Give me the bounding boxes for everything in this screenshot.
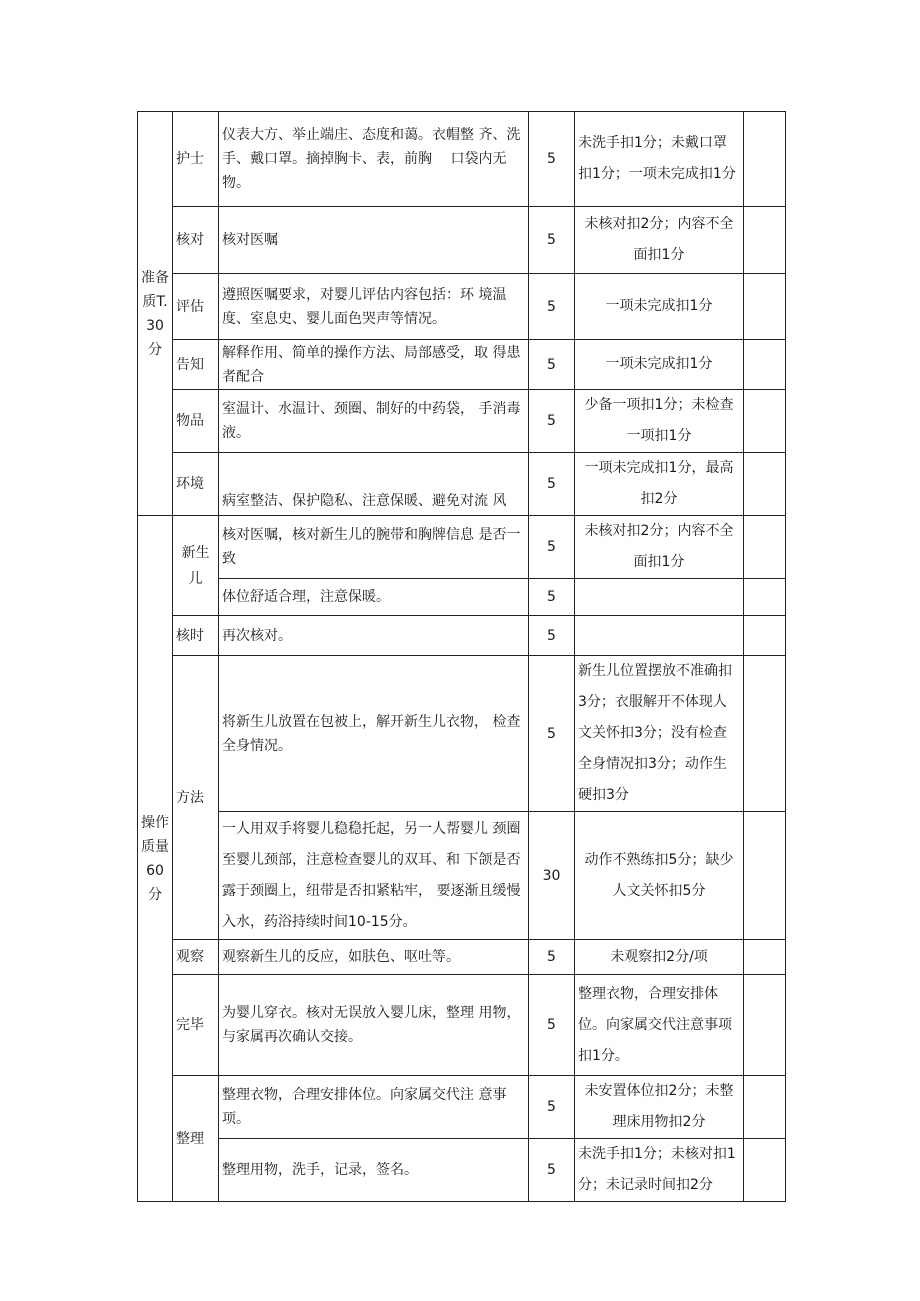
content-cell: 解释作用、简单的操作方法、局部感受，取 得患者配合 bbox=[219, 340, 529, 390]
item-cell: 核时 bbox=[173, 616, 219, 656]
table-row bbox=[138, 1076, 786, 1139]
deduction-cell: 动作不熟练扣5分；缺少人文关怀扣5分 bbox=[575, 812, 744, 940]
table-row bbox=[138, 1139, 786, 1202]
score-cell: 5 bbox=[529, 516, 575, 579]
blank-cell bbox=[744, 207, 786, 274]
content-cell: 遵照医嘱要求，对婴儿评估内容包括：环 境温度、室息史、婴儿面色哭声等情况。 bbox=[219, 274, 529, 340]
score-cell: 5 bbox=[529, 274, 575, 340]
deduction-cell: 一项未完成扣1分，最高扣2分 bbox=[575, 453, 744, 516]
score-cell: 5 bbox=[529, 579, 575, 616]
category-label: 操作质量60分 bbox=[141, 814, 169, 903]
deduction-cell bbox=[575, 616, 744, 656]
score-cell: 5 bbox=[529, 616, 575, 656]
item-cell: 新生儿 bbox=[173, 516, 219, 616]
deduction-cell: 一项未完成扣1分 bbox=[575, 274, 744, 340]
content-cell: 核对医嘱 bbox=[219, 207, 529, 274]
blank-cell bbox=[744, 975, 786, 1076]
score-cell: 5 bbox=[529, 975, 575, 1076]
content-cell: 核对医嘱，核对新生儿的腕带和胸牌信息 是否一致 bbox=[219, 516, 529, 579]
item-cell: 方法 bbox=[173, 656, 219, 940]
item-cell: 核对 bbox=[173, 207, 219, 274]
deduction-cell: 少备一项扣1分；未检查一项扣1分 bbox=[575, 390, 744, 453]
table-row bbox=[138, 207, 786, 274]
deduction-cell: 新生儿位置摆放不准确扣3分；衣服解开不体现人文关怀扣3分；没有检查全身情况扣3分；动作生硬扣3分 bbox=[575, 656, 744, 812]
content-cell: 观察新生儿的反应，如肤色、呕吐等。 bbox=[219, 940, 529, 975]
table-row bbox=[138, 112, 786, 207]
table-row bbox=[138, 274, 786, 340]
score-cell: 5 bbox=[529, 1076, 575, 1139]
scoring-table bbox=[137, 111, 786, 1202]
item-cell: 物品 bbox=[173, 390, 219, 453]
content-cell: 再次核对。 bbox=[219, 616, 529, 656]
blank-cell bbox=[744, 1076, 786, 1139]
table-row bbox=[138, 516, 786, 579]
score-cell: 5 bbox=[529, 207, 575, 274]
score-cell: 5 bbox=[529, 390, 575, 453]
blank-cell bbox=[744, 616, 786, 656]
blank-cell bbox=[744, 812, 786, 940]
blank-cell bbox=[744, 453, 786, 516]
table-row bbox=[138, 940, 786, 975]
score-cell: 30 bbox=[529, 812, 575, 940]
table-row bbox=[138, 340, 786, 390]
score-cell: 5 bbox=[529, 1139, 575, 1202]
deduction-cell: 未安置体位扣2分；未整理床用物扣2分 bbox=[575, 1076, 744, 1139]
content-cell: 室温计、水温计、颈圈、制好的中药袋， 手消毒液。 bbox=[219, 390, 529, 453]
blank-cell bbox=[744, 516, 786, 579]
blank-cell bbox=[744, 340, 786, 390]
category-cell bbox=[138, 112, 173, 516]
content-cell: 整理用物，洗手，记录，签名。 bbox=[219, 1139, 529, 1202]
blank-cell bbox=[744, 390, 786, 453]
deduction-cell bbox=[575, 579, 744, 616]
category-label: 准备质T.30分 bbox=[141, 269, 169, 358]
item-cell: 环境 bbox=[173, 453, 219, 516]
item-cell: 告知 bbox=[173, 340, 219, 390]
content-cell: 病室整洁、保护隐私、注意保暖、避免对流 风 bbox=[219, 453, 529, 516]
content-cell: 体位舒适合理，注意保暖。 bbox=[219, 579, 529, 616]
content-cell: 一人用双手将婴儿稳稳托起，另一人帮婴儿 颈圈至婴儿颈部，注意检查婴儿的双耳、和 下颌是否露于颈圈上，纽带是否扣紧粘牢， 要逐渐且缓慢入水，药浴持续时间10-15分。 bbox=[219, 812, 529, 940]
table-row bbox=[138, 656, 786, 812]
score-cell: 5 bbox=[529, 340, 575, 390]
blank-cell bbox=[744, 1139, 786, 1202]
deduction-cell: 未洗手扣1分；未戴口罩扣1分；一项未完成扣1分 bbox=[575, 112, 744, 207]
content-cell: 将新生儿放置在包被上，解开新生儿衣物， 检查全身情况。 bbox=[219, 656, 529, 812]
deduction-cell: 未洗手扣1分；未核对扣1分；未记录时间扣2分 bbox=[575, 1139, 744, 1202]
item-cell: 评估 bbox=[173, 274, 219, 340]
table-row bbox=[138, 975, 786, 1076]
table-row bbox=[138, 390, 786, 453]
category-cell bbox=[138, 516, 173, 1202]
deduction-cell: 一项未完成扣1分 bbox=[575, 340, 744, 390]
score-cell: 5 bbox=[529, 940, 575, 975]
item-cell: 整理 bbox=[173, 1076, 219, 1202]
item-cell: 观察 bbox=[173, 940, 219, 975]
table-row bbox=[138, 453, 786, 516]
deduction-cell: 未核对扣2分；内容不全面扣1分 bbox=[575, 516, 744, 579]
score-cell: 5 bbox=[529, 112, 575, 207]
table-row bbox=[138, 812, 786, 940]
item-cell: 完毕 bbox=[173, 975, 219, 1076]
deduction-cell: 未核对扣2分；内容不全面扣1分 bbox=[575, 207, 744, 274]
blank-cell bbox=[744, 112, 786, 207]
blank-cell bbox=[744, 656, 786, 812]
blank-cell bbox=[744, 579, 786, 616]
blank-cell bbox=[744, 274, 786, 340]
score-cell: 5 bbox=[529, 453, 575, 516]
item-cell: 护士 bbox=[173, 112, 219, 207]
table-row bbox=[138, 616, 786, 656]
content-cell: 仪表大方、举止端庄、态度和蔼。衣帽整 齐、洗手、戴口罩。摘掉胸卡、表，前胸 口袋内无物。 bbox=[219, 112, 529, 207]
table-row bbox=[138, 579, 786, 616]
content-cell: 为婴儿穿衣。核对无误放入婴儿床，整理 用物，与家属再次确认交接。 bbox=[219, 975, 529, 1076]
deduction-cell: 未观察扣2分/项 bbox=[575, 940, 744, 975]
score-cell: 5 bbox=[529, 656, 575, 812]
content-cell: 整理衣物，合理安排体位。向家属交代注 意事项。 bbox=[219, 1076, 529, 1139]
deduction-cell: 整理衣物，合理安排体位。向家属交代注意事项扣1分。 bbox=[575, 975, 744, 1076]
blank-cell bbox=[744, 940, 786, 975]
